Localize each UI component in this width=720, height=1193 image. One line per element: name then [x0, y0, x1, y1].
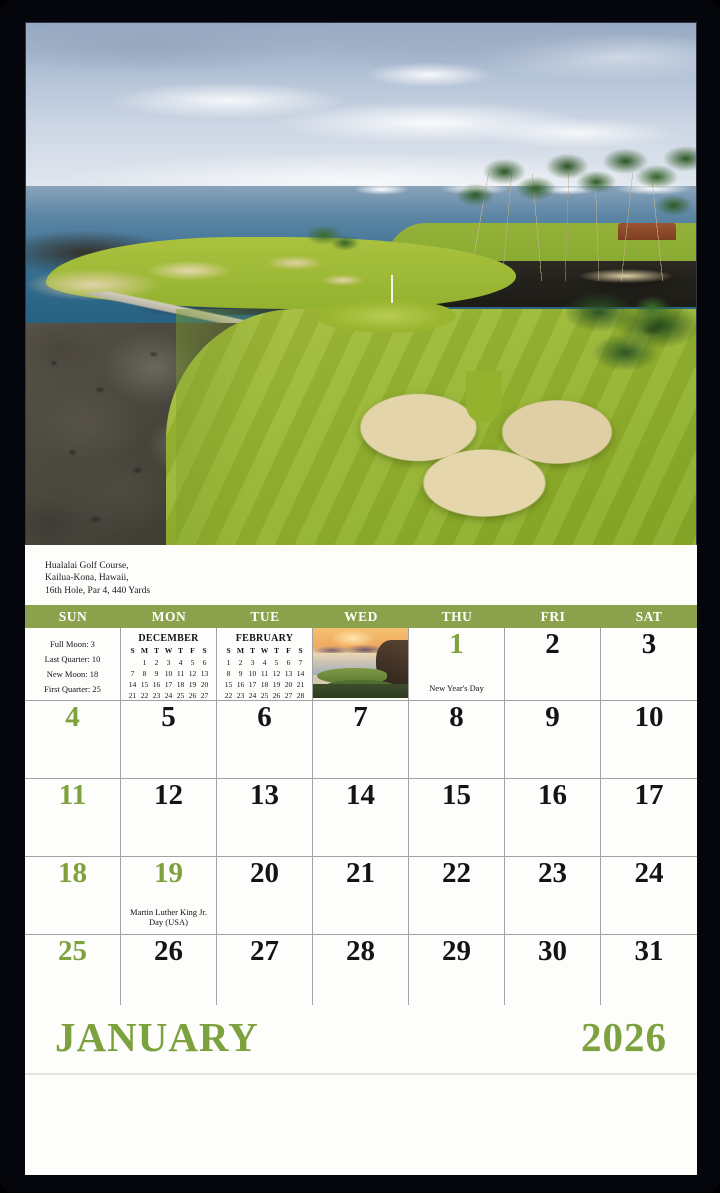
mini-day: 25: [260, 691, 269, 700]
day-cell-10: [601, 701, 697, 778]
mini-day: 20: [284, 680, 293, 689]
day-number: 21: [346, 857, 375, 889]
mini-day: 21: [128, 691, 137, 700]
day-number: 10: [634, 701, 664, 733]
flagstick: [391, 275, 393, 303]
moon-phase-line: First Quarter: 25: [44, 683, 101, 694]
mini-day: 22: [140, 691, 149, 700]
day-number: 14: [346, 779, 375, 811]
day-cell-20: [217, 857, 313, 934]
day-cell-18: [25, 857, 121, 934]
mini-day: 6: [286, 658, 291, 667]
day-number: 1: [449, 628, 464, 660]
mini-day: M: [236, 646, 245, 655]
day-number: 4: [65, 701, 80, 733]
mini-day: 14: [296, 669, 305, 678]
day-number: 28: [346, 935, 375, 967]
mini-calendar-december: [121, 628, 217, 700]
day-cell-13: [217, 779, 313, 856]
holiday-label: New Year's Day: [429, 683, 484, 694]
lone-tree: [622, 291, 682, 337]
mini-calendar-february: [217, 628, 313, 700]
mini-day: 7: [130, 669, 135, 678]
weekday-header: [25, 605, 697, 628]
day-number: 11: [58, 779, 87, 811]
day-number: 6: [257, 701, 272, 733]
moon-phase-line: New Moon: 18: [46, 668, 99, 679]
day-cell-7: [313, 701, 409, 778]
day-number: 13: [250, 779, 279, 811]
calendar-page: [25, 22, 697, 1165]
holiday-line: Martin Luther King Jr.: [130, 906, 207, 917]
day-cell-29: [409, 935, 505, 1005]
mini-day: 3: [250, 658, 255, 667]
week-row-2: [25, 701, 697, 779]
day-cell-25: [25, 935, 121, 1005]
mini-day: T: [177, 646, 184, 655]
moon-phase-line: Full Moon: 3: [50, 639, 95, 649]
day-cell-9: [505, 701, 601, 778]
mini-day: 8: [142, 669, 147, 678]
day-cell-17: [601, 779, 697, 856]
mini-day: 1: [226, 658, 231, 667]
mini-day: 19: [188, 680, 197, 689]
mini-day: 2: [238, 658, 243, 667]
day-cell-21: [313, 857, 409, 934]
day-cell-3: [601, 628, 697, 700]
mini-day: 17: [164, 680, 173, 689]
mini-day: [127, 657, 139, 668]
weekday-sun: SUN: [58, 608, 88, 624]
mini-day: S: [226, 646, 231, 655]
mini-day: 19: [272, 680, 281, 689]
caption-line: 16th Hole, Par 4, 440 Yards: [45, 585, 151, 596]
day-number: 8: [449, 701, 464, 733]
day-number: 3: [641, 628, 657, 660]
mini-day: 27: [284, 691, 293, 700]
weekday-fri: FRI: [540, 608, 566, 624]
mini-day: 27: [200, 691, 209, 700]
day-number: 12: [154, 779, 183, 811]
day-cell-14: [313, 779, 409, 856]
bunker-grass-tongue: [466, 371, 502, 423]
day-number: 24: [634, 857, 664, 889]
day-cell-16: [505, 779, 601, 856]
calendar-grid: [25, 628, 697, 1005]
week-row-4: [25, 857, 697, 935]
mini-day: M: [140, 646, 149, 655]
mini-day: 5: [190, 658, 195, 667]
mini-day: 8: [226, 669, 231, 678]
weekday-wed: WED: [344, 608, 378, 624]
caption-line: Hualalai Golf Course,: [45, 561, 129, 571]
mini-day: 15: [224, 680, 233, 689]
day-cell-11: [25, 779, 121, 856]
year-title: 2026: [581, 1014, 667, 1060]
mini-day: S: [298, 646, 303, 655]
putting-green: [316, 299, 456, 333]
preview-foreground: [313, 684, 408, 698]
day-number: 2: [545, 628, 560, 660]
day-number: 29: [442, 935, 471, 967]
mini-calendar-title: DECEMBER: [138, 633, 199, 644]
mini-day: 9: [154, 669, 159, 678]
week-row-5: [25, 935, 697, 1005]
day-number: 18: [58, 857, 87, 889]
day-cell-15: [409, 779, 505, 856]
day-cell-5: [121, 701, 217, 778]
week-row-3: [25, 779, 697, 857]
mini-day: 7: [298, 658, 303, 667]
mini-day: 25: [176, 691, 185, 700]
mini-day: 13: [200, 669, 209, 678]
weekday-mon: MON: [151, 608, 187, 624]
mini-day: 11: [176, 669, 185, 678]
day-cell-2: [505, 628, 601, 700]
holiday-label: [121, 907, 216, 928]
day-cell-31: [601, 935, 697, 1005]
day-cell-23: [505, 857, 601, 934]
mini-day: 23: [152, 691, 161, 700]
day-number: 26: [154, 935, 183, 967]
moon-phase-line: Last Quarter: 10: [44, 653, 101, 664]
day-number: 5: [161, 701, 176, 733]
mini-day: 1: [142, 658, 147, 667]
shore-tree: [296, 221, 366, 261]
mini-day: 10: [164, 669, 173, 678]
day-number: 23: [538, 857, 567, 889]
day-number: 7: [353, 701, 368, 733]
moon-phase-cell: [25, 628, 121, 700]
weekday-tue: TUE: [250, 608, 280, 624]
day-cell-28: [313, 935, 409, 1005]
weekday-thu: THU: [441, 608, 473, 624]
mini-day: 3: [166, 658, 171, 667]
mini-day: S: [202, 646, 207, 655]
caption-line: Kailua-Kona, Hawaii,: [45, 573, 129, 584]
mini-day: 16: [152, 680, 161, 689]
mini-calendar-days: [223, 657, 307, 700]
mini-day: 5: [274, 658, 279, 667]
day-number: 27: [250, 935, 279, 967]
mini-day: 15: [140, 680, 149, 689]
footer-title-row: [25, 1005, 697, 1063]
day-cell-6: [217, 701, 313, 778]
day-cell-19: [121, 857, 217, 934]
weekday-sat: SAT: [635, 608, 663, 624]
month-title: JANUARY: [55, 1014, 259, 1060]
mini-day: 4: [178, 658, 183, 667]
mini-day: 11: [260, 669, 269, 678]
imprint-area: [25, 1075, 697, 1175]
mini-day: 9: [238, 669, 243, 678]
holiday-line: Day (USA): [149, 917, 188, 928]
mini-day: 17: [248, 680, 257, 689]
day-number: 25: [58, 935, 87, 967]
mini-day: W: [164, 646, 173, 655]
mini-day: F: [286, 646, 291, 655]
day-number: 19: [154, 857, 183, 889]
mini-day: 6: [202, 658, 207, 667]
mini-calendar-title: FEBRUARY: [235, 633, 294, 644]
mini-day: T: [273, 646, 280, 655]
mini-day: W: [260, 646, 269, 655]
mini-calendar-dow: [127, 645, 211, 656]
day-number: 20: [250, 857, 279, 889]
day-number: 15: [442, 779, 471, 811]
day-number: 31: [634, 935, 664, 967]
mini-day: 24: [164, 691, 173, 700]
mini-day: 13: [284, 669, 293, 678]
day-cell-22: [409, 857, 505, 934]
mini-day: 21: [296, 680, 305, 689]
mini-day: 20: [200, 680, 209, 689]
mini-day: 12: [272, 669, 281, 678]
mini-day: 18: [176, 680, 185, 689]
mini-day: F: [190, 646, 195, 655]
mini-day: 14: [128, 680, 137, 689]
day-number: 30: [538, 935, 567, 967]
mini-day: 23: [236, 691, 245, 700]
day-cell-12: [121, 779, 217, 856]
day-number: 16: [538, 779, 567, 811]
mini-day: 4: [262, 658, 267, 667]
mini-day: 16: [236, 680, 245, 689]
mini-day: T: [153, 646, 160, 655]
day-cell-1: [409, 628, 505, 700]
day-cell-8: [409, 701, 505, 778]
week-row-1: [25, 628, 697, 701]
mini-day: T: [249, 646, 256, 655]
day-cell-24: [601, 857, 697, 934]
february-preview-photo: [313, 628, 408, 698]
mini-day: 22: [224, 691, 233, 700]
mini-day: 26: [188, 691, 197, 700]
fairway-shadow-edge: [176, 309, 296, 545]
day-cell-30: [505, 935, 601, 1005]
next-month-preview-cell: [313, 628, 409, 700]
mini-day: 10: [248, 669, 257, 678]
day-cell-27: [217, 935, 313, 1005]
day-cell-26: [121, 935, 217, 1005]
mini-calendar-dow: [223, 645, 307, 656]
mini-day: 28: [296, 691, 305, 700]
mini-day: 2: [154, 658, 159, 667]
mini-day: 12: [188, 669, 197, 678]
day-number: 9: [545, 701, 560, 733]
mini-day: S: [130, 646, 135, 655]
mini-day: 26: [272, 691, 281, 700]
day-number: 17: [634, 779, 664, 811]
hero-photo: [25, 22, 697, 545]
day-cell-4: [25, 701, 121, 778]
day-number: 22: [442, 857, 471, 889]
mini-day: 18: [260, 680, 269, 689]
mini-calendar-days: [127, 657, 211, 700]
photo-caption: [25, 545, 697, 605]
mini-day: 24: [248, 691, 257, 700]
right-sand-strip: [566, 267, 686, 285]
